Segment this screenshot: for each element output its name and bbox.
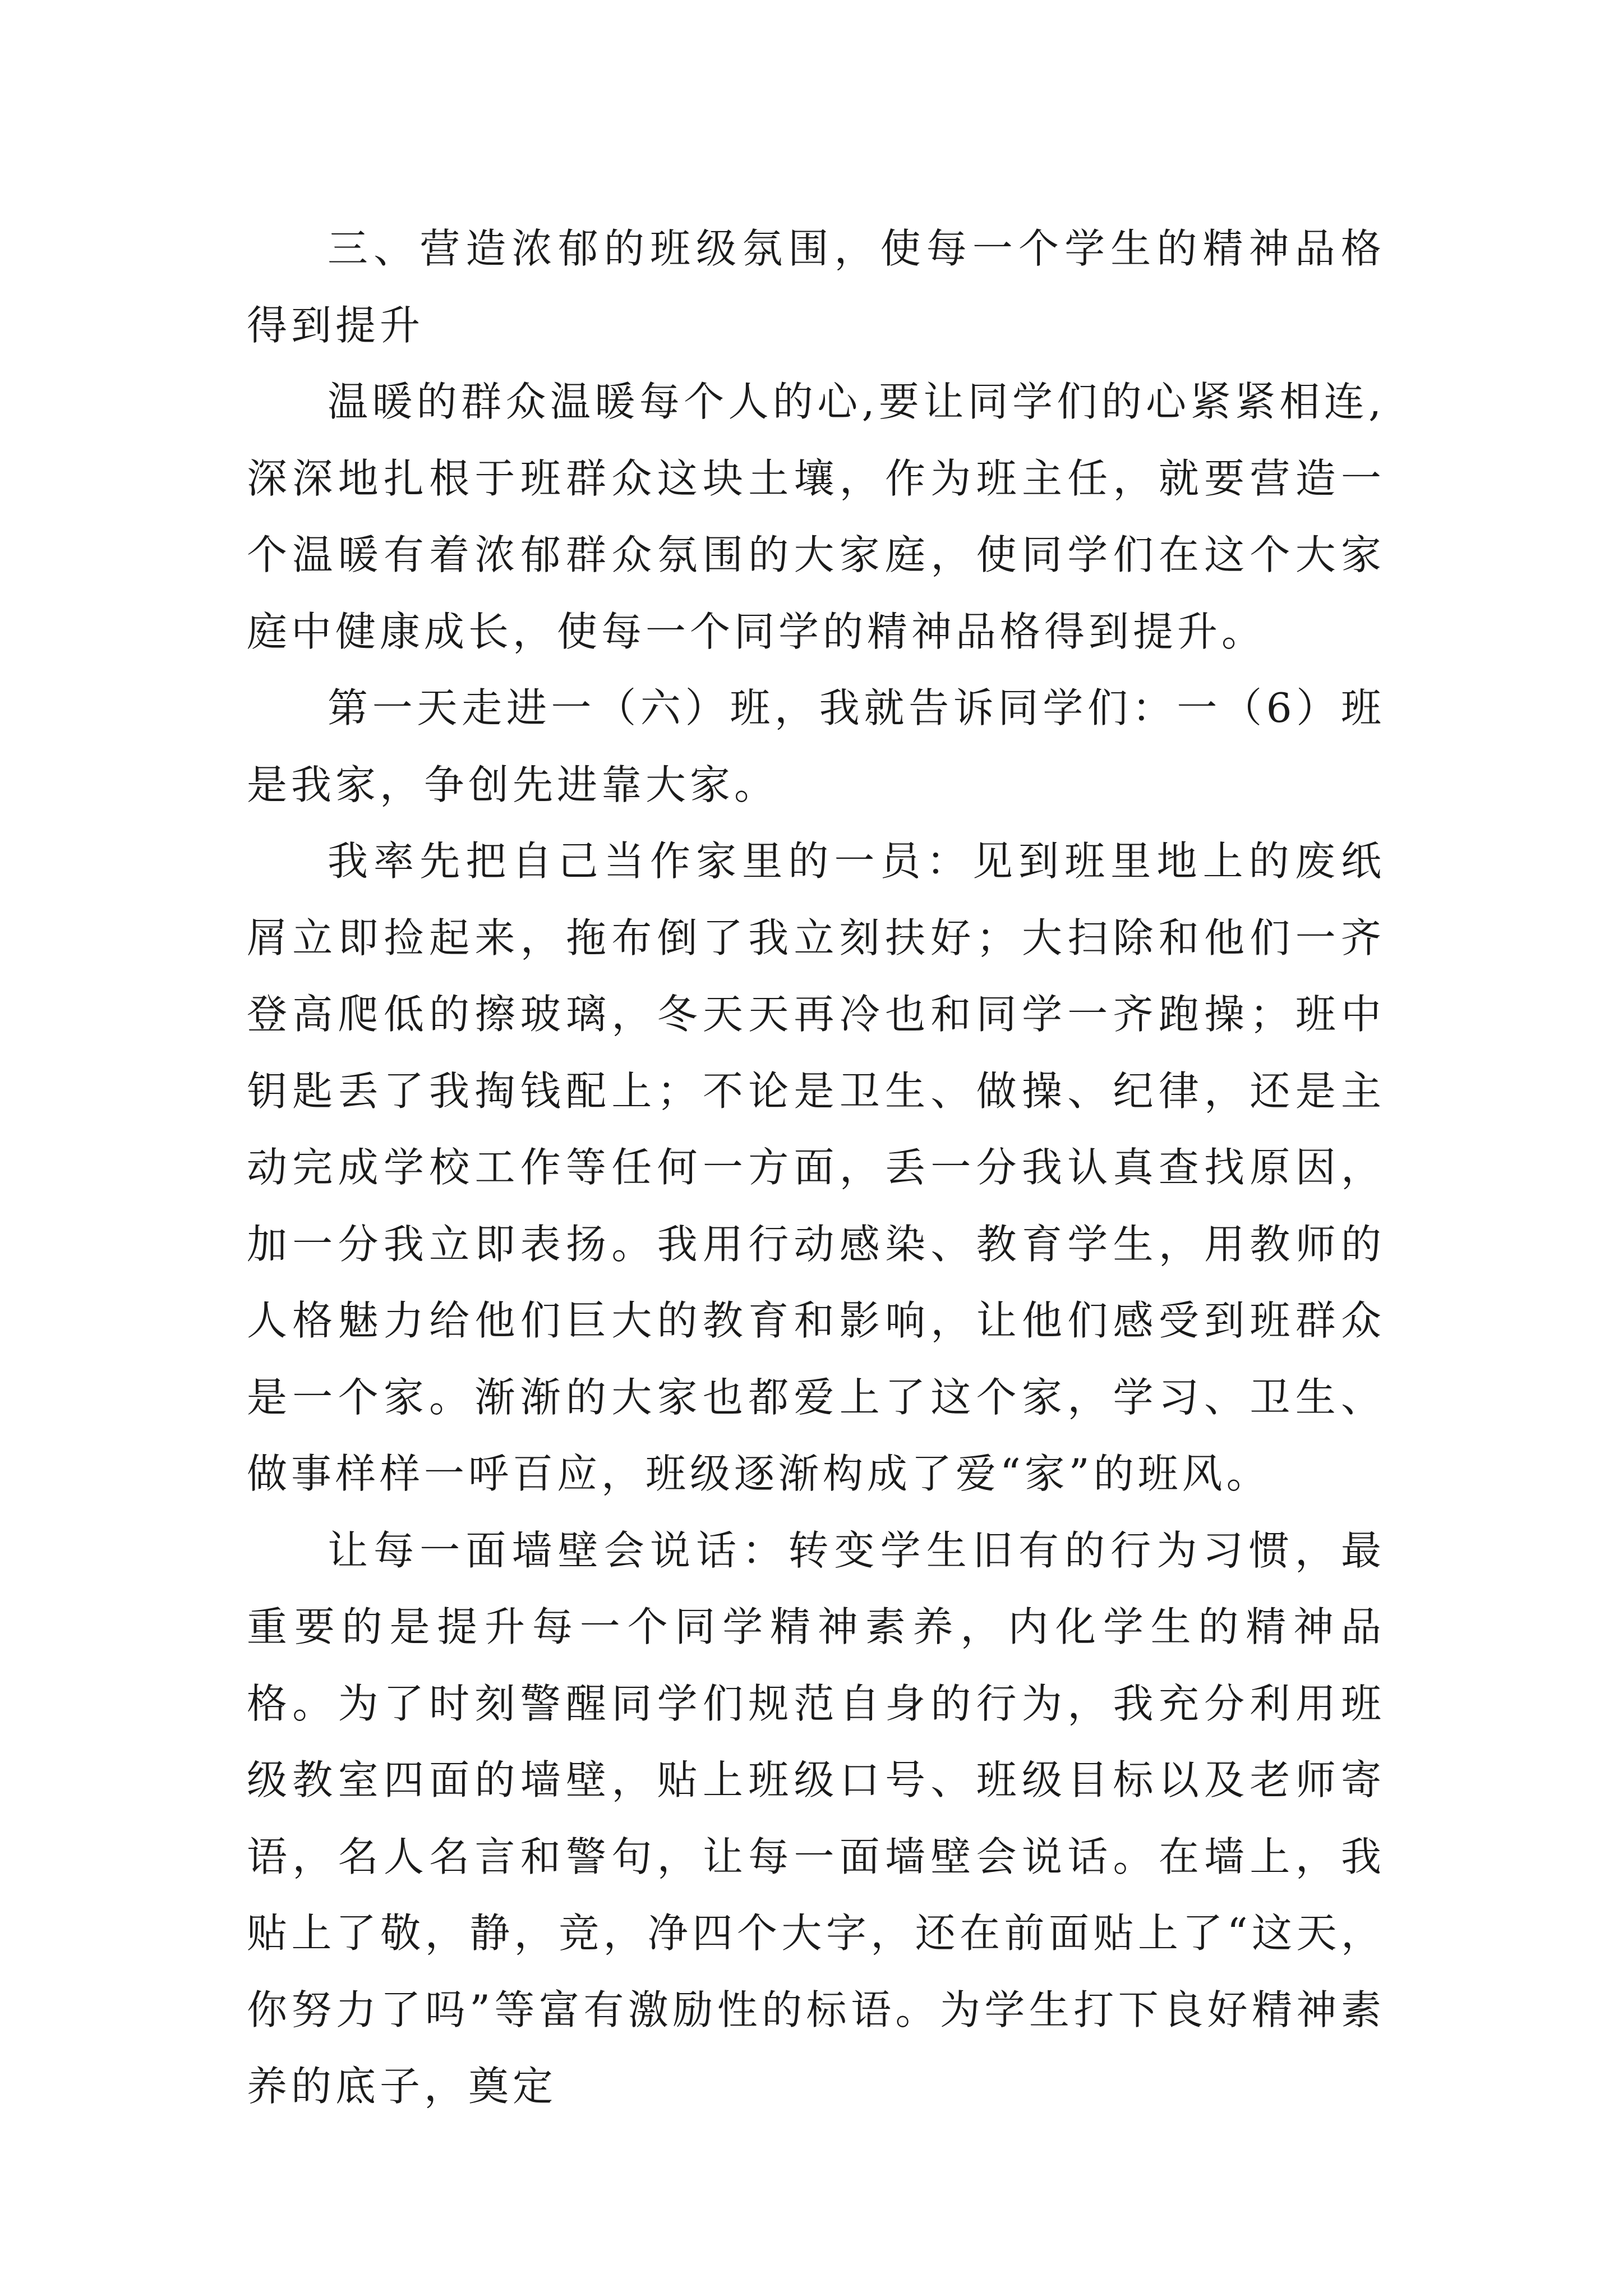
section-heading: 三、营造浓郁的班级氛围，使每一个学生的精神品格得到提升	[247, 225, 1385, 349]
paragraph-first-day: 第一天走进一（六）班，我就告诉同学们：一（6）班是我家，争创先进靠大家。	[247, 684, 1385, 808]
paragraph-lead-by-example: 我率先把自己当作家里的一员：见到班里地上的废纸屑立即捡起来，拖布倒了我立刻扶好；大扫除和他们一齐登高爬低的擦玻璃，冬天天再冷也和同学一齐跑操；班中钥匙丢了我掏钱配上；不论是卫生、做操、纪律，还是主动完成学校工作等任何一方面，丢一分我认真查找原因，加一分我立即表扬。我用行动感染、教育学生，用教师的人格魅力给他们巨大的教育和影响，让他们感受到班群众是一个家。渐渐的大家也都爱上了这个家，学习、卫生、做事样样一呼百应，班级逐渐构成了爱“家”的班风。	[247, 838, 1385, 1497]
paragraph-talking-walls: 让每一面墙壁会说话：转变学生旧有的行为习惯，最重要的是提升每一个同学精神素养，内化学生的精神品格。为了时刻警醒同学们规范自身的行为，我充分利用班级教室四面的墙壁，贴上班级口号、班级目标以及老师寄语，名人名言和警句，让每一面墙壁会说话。在墙上，我贴上了敬，静，竞，净四个大字，还在前面贴上了“这天，你努力了吗”等富有激励性的标语。为学生打下良好精神素养的底子，奠定	[247, 1526, 1385, 2110]
document-body	[247, 210, 1385, 2125]
paragraph-warm-collective: 温暖的群众温暖每个人的心,要让同学们的心紧紧相连,深深地扎根于班群众这块土壤，作为班主任，就要营造一个温暖有着浓郁群众氛围的大家庭，使同学们在这个大家庭中健康成长，使每一个同学的精神品格得到提升。	[247, 378, 1385, 655]
